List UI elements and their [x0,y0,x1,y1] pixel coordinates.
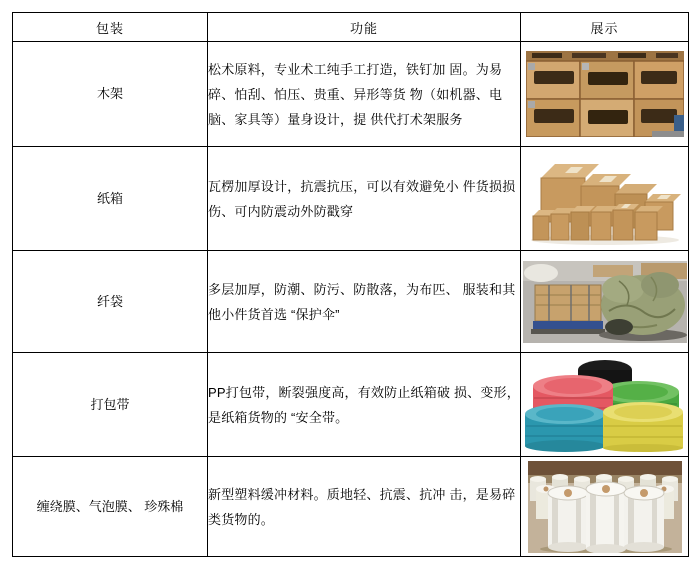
table-row [13,42,689,147]
function-cell: 新型塑料缓冲材料。质地轻、抗震、抗冲 击，是易碎类货物的。 [208,457,521,557]
header-display: 展示 [521,13,689,42]
function-cell: PP打包带，断裂强度高，有效防止纸箱破 损、变形，是纸箱货物的 “安全带。 [208,353,521,457]
wooden-crates-photo [526,51,684,137]
display-cell [521,147,689,251]
woven-bags-photo [523,261,687,343]
woven-bags-photo [523,261,687,343]
pp-strap-rolls-photo [525,358,685,452]
cardboard-boxes-photo [525,152,685,246]
packaging-cell: 木架 [13,42,208,147]
header-packaging: 包装 [13,13,208,42]
table-row [13,251,689,353]
packaging-cell: 打包带 [13,353,208,457]
table-row [13,147,689,251]
function-cell: 松术原料，专业术工纯手工打造，铁钉加 固。为易碎、怕刮、怕压、贵重、异形等货 物（如机器、电脑、家具等）量身设计，提 供代打术架服务 [208,42,521,147]
header-row [13,13,689,42]
header-function: 功能 [208,13,521,42]
display-cell [521,42,689,147]
stretch-film-rolls-photo [528,461,682,553]
display-cell [521,251,689,353]
display-cell [521,457,689,557]
display-cell [521,353,689,457]
table-row [13,457,689,557]
packaging-cell: 缠绕膜、气泡膜、 珍殊棉 [13,457,208,557]
function-cell: 多层加厚，防潮、防污、防散落，为布匹、 服装和其他小件货首选 “保护伞” [208,251,521,353]
cardboard-boxes-photo [525,152,685,246]
wooden-crates-photo [526,51,684,137]
table-row [13,353,689,457]
pp-strap-rolls-photo [525,358,685,452]
function-cell: 瓦楞加厚设计，抗震抗压，可以有效避免小 件货损损伤、可内防震动外防戳穿 [208,147,521,251]
packaging-table [12,12,689,557]
packaging-cell: 纤袋 [13,251,208,353]
packaging-cell: 纸箱 [13,147,208,251]
stretch-film-rolls-photo [528,461,682,553]
